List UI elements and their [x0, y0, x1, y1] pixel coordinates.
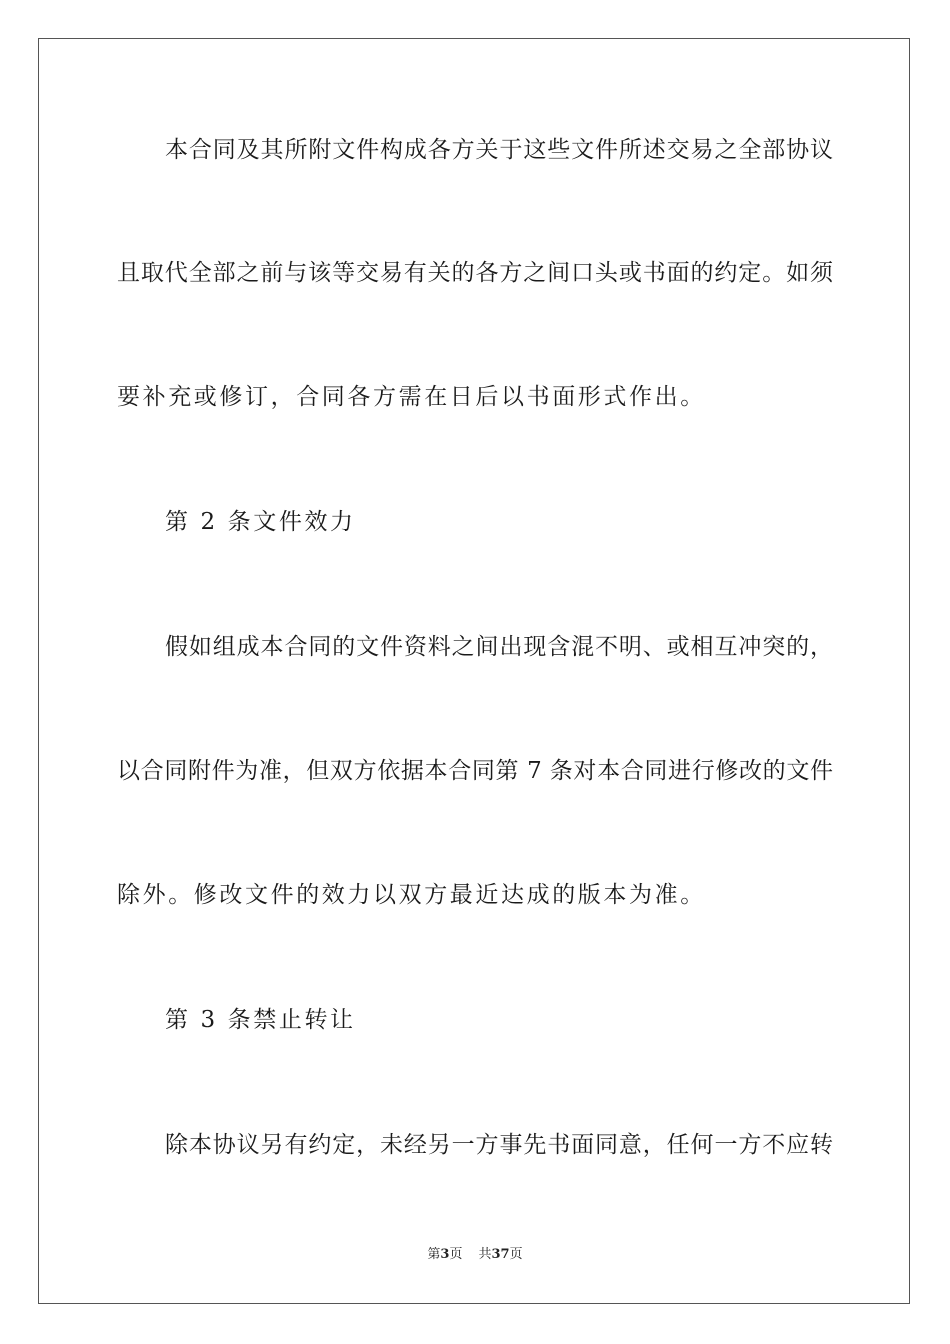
paragraph-3-line-1: 除本协议另有约定，未经另一方事先书面同意，任何一方不应转 — [165, 1132, 833, 1158]
page-frame — [38, 38, 910, 1304]
paragraph-1-line-1: 本合同及其所附文件构成各方关于这些文件所述交易之全部协议 — [165, 137, 833, 163]
total-prefix: 共 — [478, 1247, 492, 1262]
paragraph-2-line-1: 假如组成本合同的文件资料之间出现含混不明、或相互冲突的， — [165, 634, 833, 660]
total-pages: 37 — [491, 1247, 510, 1262]
page-prefix: 第 — [427, 1247, 441, 1262]
paragraph-1-line-3: 要补充或修订，合同各方需在日后以书面形式作出。 — [117, 384, 706, 410]
page-number: 3 — [440, 1247, 450, 1262]
paragraph-2-line-3: 除外。修改文件的效力以双方最近达成的版本为准。 — [117, 882, 706, 908]
page-footer — [0, 1246, 950, 1264]
total-suffix: 页 — [509, 1247, 523, 1262]
paragraph-2-line-2: 以合同附件为准，但双方依据本合同第 7 条对本合同进行修改的文件 — [117, 758, 833, 784]
article-3-heading: 第 3 条禁止转让 — [165, 1007, 356, 1033]
paragraph-1-line-2: 且取代全部之前与该等交易有关的各方之间口头或书面的约定。如须 — [117, 260, 833, 286]
page-suffix: 页 — [449, 1247, 463, 1262]
article-2-heading: 第 2 条文件效力 — [165, 509, 356, 535]
